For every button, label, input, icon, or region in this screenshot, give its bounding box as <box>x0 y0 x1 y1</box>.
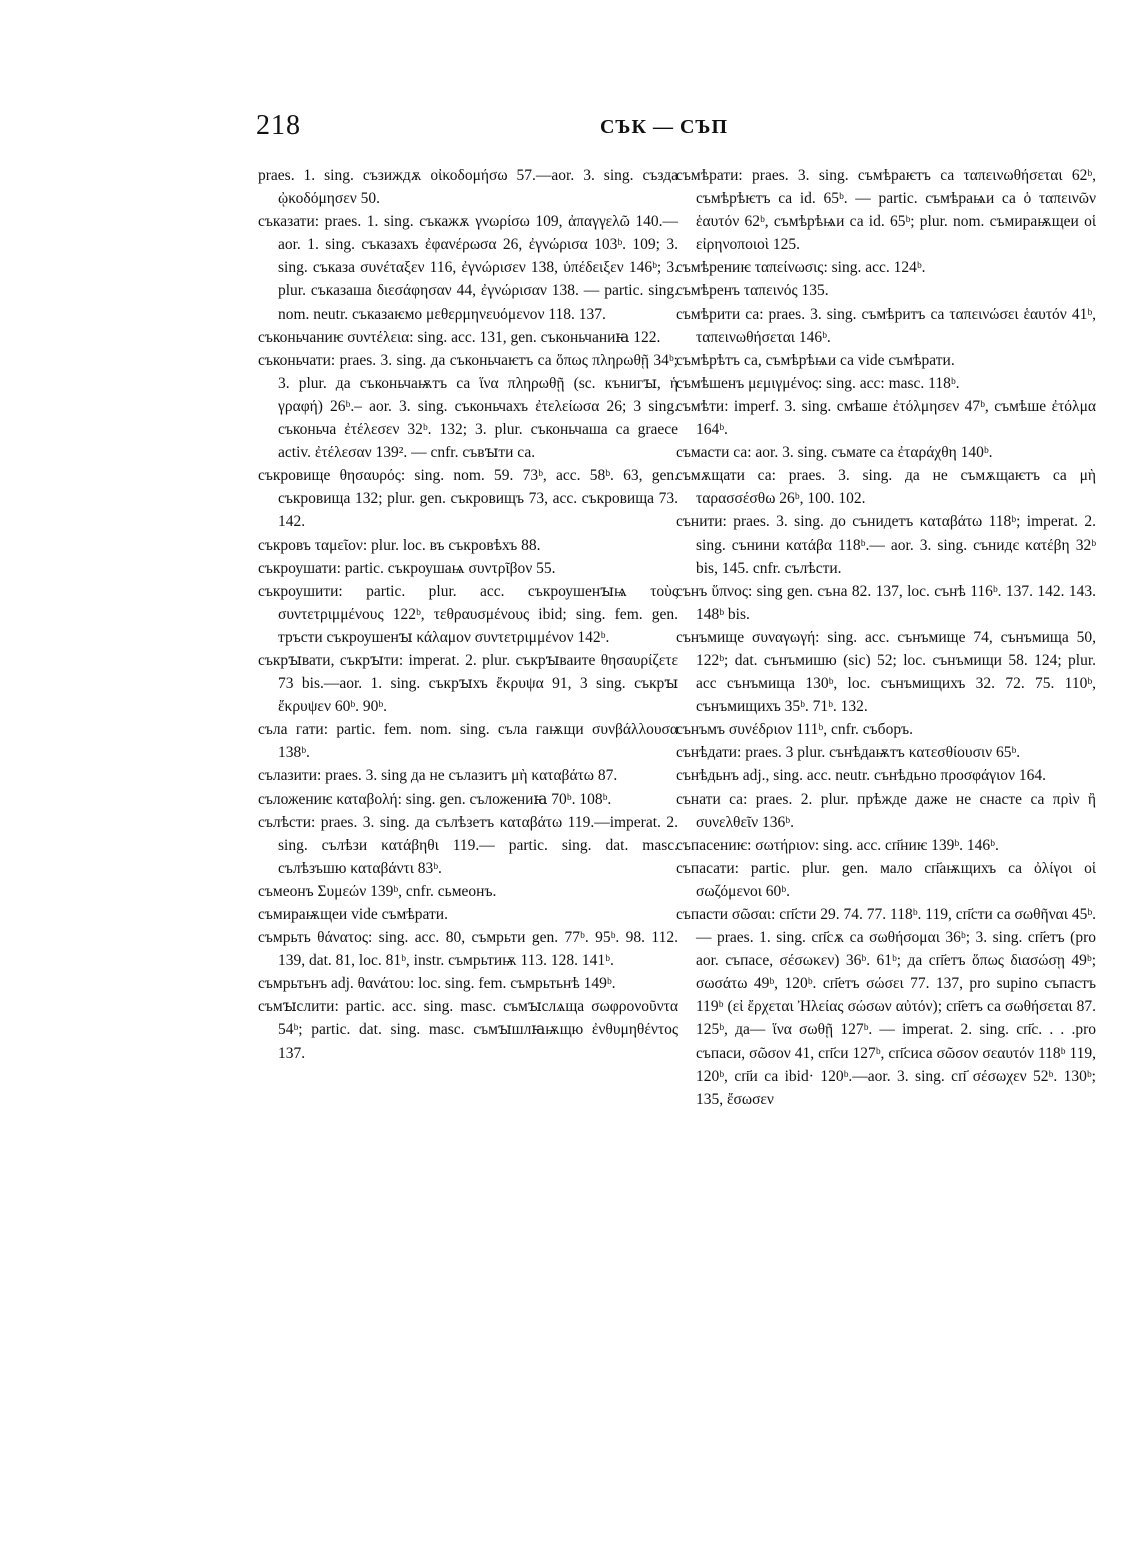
dictionary-entry: сънѣдати: praes. 3 plur. сънѣдаѭтъ κατεσθίουσιν 65ᵇ. <box>676 744 1021 762</box>
dictionary-entry: съмѣрити са: praes. 3. sing. съмѣритъ са ταπεινώσει ἑαυτόν 41ᵇ, ταπεινωθήσεται 146ᵇ. <box>676 305 1096 346</box>
left-column <box>258 164 678 1065</box>
dictionary-entry: съконьчаниѥ συντέλεια: sing. acc. 131, gen. съконьчаниꙗ 122. <box>258 328 661 346</box>
right-column <box>676 164 1096 1111</box>
dictionary-entry: съмеонъ Συμεών 139ᵇ, cnfr. сьмеонъ. <box>258 882 497 900</box>
dictionary-entry: сънъмище συναγωγή: sing. acc. сънъмище 74, сънъмища 50, 122ᵇ; dat. сънъмишю (sic) 52; loc. сънъмищи 58. 124; plur. acc сънъмища 130ᵇ, loc. сънъмищихъ 32. 72. 75. 110ᵇ, сънъмищихъ 35ᵇ. 71ᵇ. 132. <box>676 628 1096 716</box>
page-number: 218 <box>256 110 301 141</box>
dictionary-entry: съмѣрениѥ ταπείνωσις: sing. acc. 124ᵇ. <box>676 259 926 277</box>
dictionary-entry: съложениѥ καταβολή: sing. gen. съложениꙗ 70ᵇ. 108ᵇ. <box>258 790 612 808</box>
dictionary-entry: съмасти са: aor. 3. sing. съмате са ἐταράχθη 140ᵇ. <box>676 444 993 462</box>
dictionary-entry: съкровъ ταμεῖον: plur. loc. въ съкровѣхъ 88. <box>258 536 541 554</box>
dictionary-entry: сълѣсти: praes. 3. sing. да сълѣзетъ καταβάτω 119.—imperat. 2. sing. сълѣзи κατάβηθι 119.— partic. sing. dat. masc. сълѣзъшю καταβάντι 83ᵇ. <box>258 813 678 877</box>
dictionary-entry: сънъмъ συνέδριον 111ᵇ, cnfr. съборъ. <box>676 721 913 739</box>
dictionary-entry: съмѫщати са: praes. 3. sing. да не съмѫщаѥтъ са μὴ ταρασσέσθω 26ᵇ, 100. 102. <box>676 467 1096 508</box>
dictionary-entry: praes. 1. sing. съзиждѫ οἰκοδομήσω 57.—aor. 3. sing. създа ᾠκοδόμησεν 50. <box>258 167 678 208</box>
dictionary-entry: съмираѭщеи vide съмѣрати. <box>258 906 448 923</box>
dictionary-entry: съмѣти: imperf. 3. sing. смѣаше ἐτόλμησεν 47ᵇ, съмѣше ἐτόλμα 164ᵇ. <box>676 397 1096 439</box>
dictionary-entry: съконьчати: praes. 3. sing. да съконьчаѥтъ са ὅπως πληρωθῇ 34ᵇ; 3. plur. да съконьчаѭтъ са ἵνα πληρωθῇ (sc. кънигꙑ, ἡ γραφή) 26ᵇ.– aor. 3. sing. съконьчахъ ἐτελείωσα 26; 3 sing. съконьча ἐτέλεσεν 32ᵇ. 132; 3. plur. съконьчаша са graece activ. ἐτέλεσαν 139². — cnfr. съвꙑти са. <box>258 351 678 462</box>
dictionary-entry: сънѣдьнъ adj., sing. acc. neutr. сънѣдьно προσφάγιον 164. <box>676 767 1047 785</box>
dictionary-entry: съкроушити: partic. plur. acc. съкроушенꙑѩ τοὺς συντετριμμένους 122ᵇ, τεθραυσμένους ibid; sing. fem. gen. тръсти съкроушенꙑ κάλαμον συντετριμμένον 142ᵇ. <box>258 582 678 646</box>
dictionary-entry: съкроушати: partic. съкроушаѩ συντρῖβον 55. <box>258 559 556 577</box>
dictionary-entry: сънати са: praes. 2. plur. прѣжде даже не снасте са πρὶν ἢ συνελθεῖν 136ᵇ. <box>676 790 1096 831</box>
dictionary-entry: сънъ ὕπνος: sing gen. съна 82. 137, loc. сънѣ 116ᵇ. 137. 142. 143. 148ᵇ bis. <box>676 582 1096 623</box>
dictionary-entry: съпасениѥ: σωτήριον: sing. acc. сп҃ниѥ 139ᵇ. 146ᵇ. <box>676 836 999 854</box>
dictionary-entry: съказати: praes. 1. sing. съкажѫ γνωρίσω 109, ἀπαγγελῶ 140.—aor. 1. sing. съказахъ ἐφανέρωσα 26, ἐγνώρισα 103ᵇ. 109; 3. sing. съказа συνέταξεν 116, ἐγνώρισεν 138, ὑπέδειξεν 146ᵇ; 3. plur. съказаша διεσάφησαν 44, ἐγνώρισαν 138. — partic. sing. nom. neutr. съказаѥмо μεθερμηνευόμενον 118. 137. <box>258 213 678 323</box>
dictionary-entry: съкрꙑвати, съкрꙑти: imperat. 2. plur. съкрꙑваите θησαυρίζετε 73 bis.—aor. 1. sing. съкрꙑхъ ἔκρυψα 91, 3 sing. съкрꙑ ἔκρυψεν 60ᵇ. 90ᵇ. <box>258 651 678 716</box>
dictionary-entry: съмѣренъ ταπεινός 135. <box>676 282 829 300</box>
dictionary-entry: съла гати: partic. fem. nom. sing. съла гаѭщи συνβάλλουσα 138ᵇ. <box>258 721 678 762</box>
dictionary-entry: съмꙑслити: partic. acc. sing. masc. съмꙑслѧща σωφρονοῦντα 54ᵇ; partic. dat. sing. masc. съмꙑшлꙗѭщю ἐνθυμηθέντος 137. <box>258 998 678 1062</box>
dictionary-entry: съкровище θησαυρός: sing. nom. 59. 73ᵇ, acc. 58ᵇ. 63, gen. съкровища 132; plur. gen. съкровищъ 73, acc. съкровища 73. 142. <box>258 467 678 531</box>
running-head: СЪК — СЪП <box>600 116 729 138</box>
dictionary-entry: съмрьть θάνατος: sing. acc. 80, съмрьти gen. 77ᵇ. 95ᵇ. 98. 112. 139, dat. 81, loc. 81ᵇ, instr. съмрьтиѭ 113. 128. 141ᵇ. <box>258 929 678 970</box>
dictionary-entry: сънити: praes. 3. sing. до сънидетъ καταβάτω 118ᵇ; imperat. 2. sing. сънини κατάβα 118ᵇ.— aor. 3. sing. сънидє κατέβη 32ᵇ bis, 145. cnfr. сълѣсти. <box>676 513 1096 577</box>
dictionary-entry: съпасати: partic. plur. gen. мало сп҃аѭщихъ са ὀλίγοι οἱ σωζόμενοι 60ᵇ. <box>676 859 1096 900</box>
dictionary-entry: съмѣрѣтъ са, съмѣрѣѩи са vide съмѣрати. <box>676 351 955 369</box>
dictionary-entry: съмѣрати: praes. 3. sing. съмѣраѥтъ са ταπεινωθήσεται 62ᵇ, съмѣрѣѥтъ са id. 65ᵇ. — partic. съмѣраѩи са ὁ ταπεινῶν ἑαυτόν 62ᵇ, съмѣрѣѩи са id. 65ᵇ; plur. nom. съмираѭщеи οἱ εἰρηνοποιοὶ 125. <box>676 167 1096 254</box>
dictionary-entry: съмрьтьнъ adj. θανάτου: loc. sing. fem. съмрьтьнѣ 149ᵇ. <box>258 975 616 993</box>
dictionary-entry: съпасти σῶσαι: сп҃сти 29. 74. 77. 118ᵇ. 119, сп҃сти са σωθῆναι 45ᵇ. — praes. 1. sing. сп҃сѫ са σωθήσομαι 36ᵇ; 3. sing. сп҃етъ (pro aor. съпасе, σέσωκεν) 36ᵇ. 61ᵇ; да сп҃етъ ὅπως διασώσῃ 49ᵇ; σωσάτω 49ᵇ, 120ᵇ. сп҃етъ σώσει 77. 137, pro supino съпастъ 119ᵇ (εἰ ἔρχεται Ἠλείας σώσων αὐτόν); сп҃етъ са σωθήσεται 87. 125ᵇ, да— ἵνα σωθῇ 127ᵇ. — imperat. 2. sing. сп҃с. . . .pro съпаси, σῶσον 41, сп҃си 127ᵇ, сп҃сиса σῶσον σεαυτόν 118ᵇ 119, 120ᵇ, сп҃и са ibid· 120ᵇ.—aor. 3. sing. сп҃ σέσωχεν 52ᵇ. 130ᵇ; 135, ἔσωσεν <box>676 906 1096 1108</box>
dictionary-entry: съмѣшенъ μεμιγμένος: sing. acc: masc. 118ᵇ. <box>676 374 960 392</box>
dictionary-entry: сълазити: praes. 3. sing да не сълазитъ μὴ καταβάτω 87. <box>258 767 618 785</box>
